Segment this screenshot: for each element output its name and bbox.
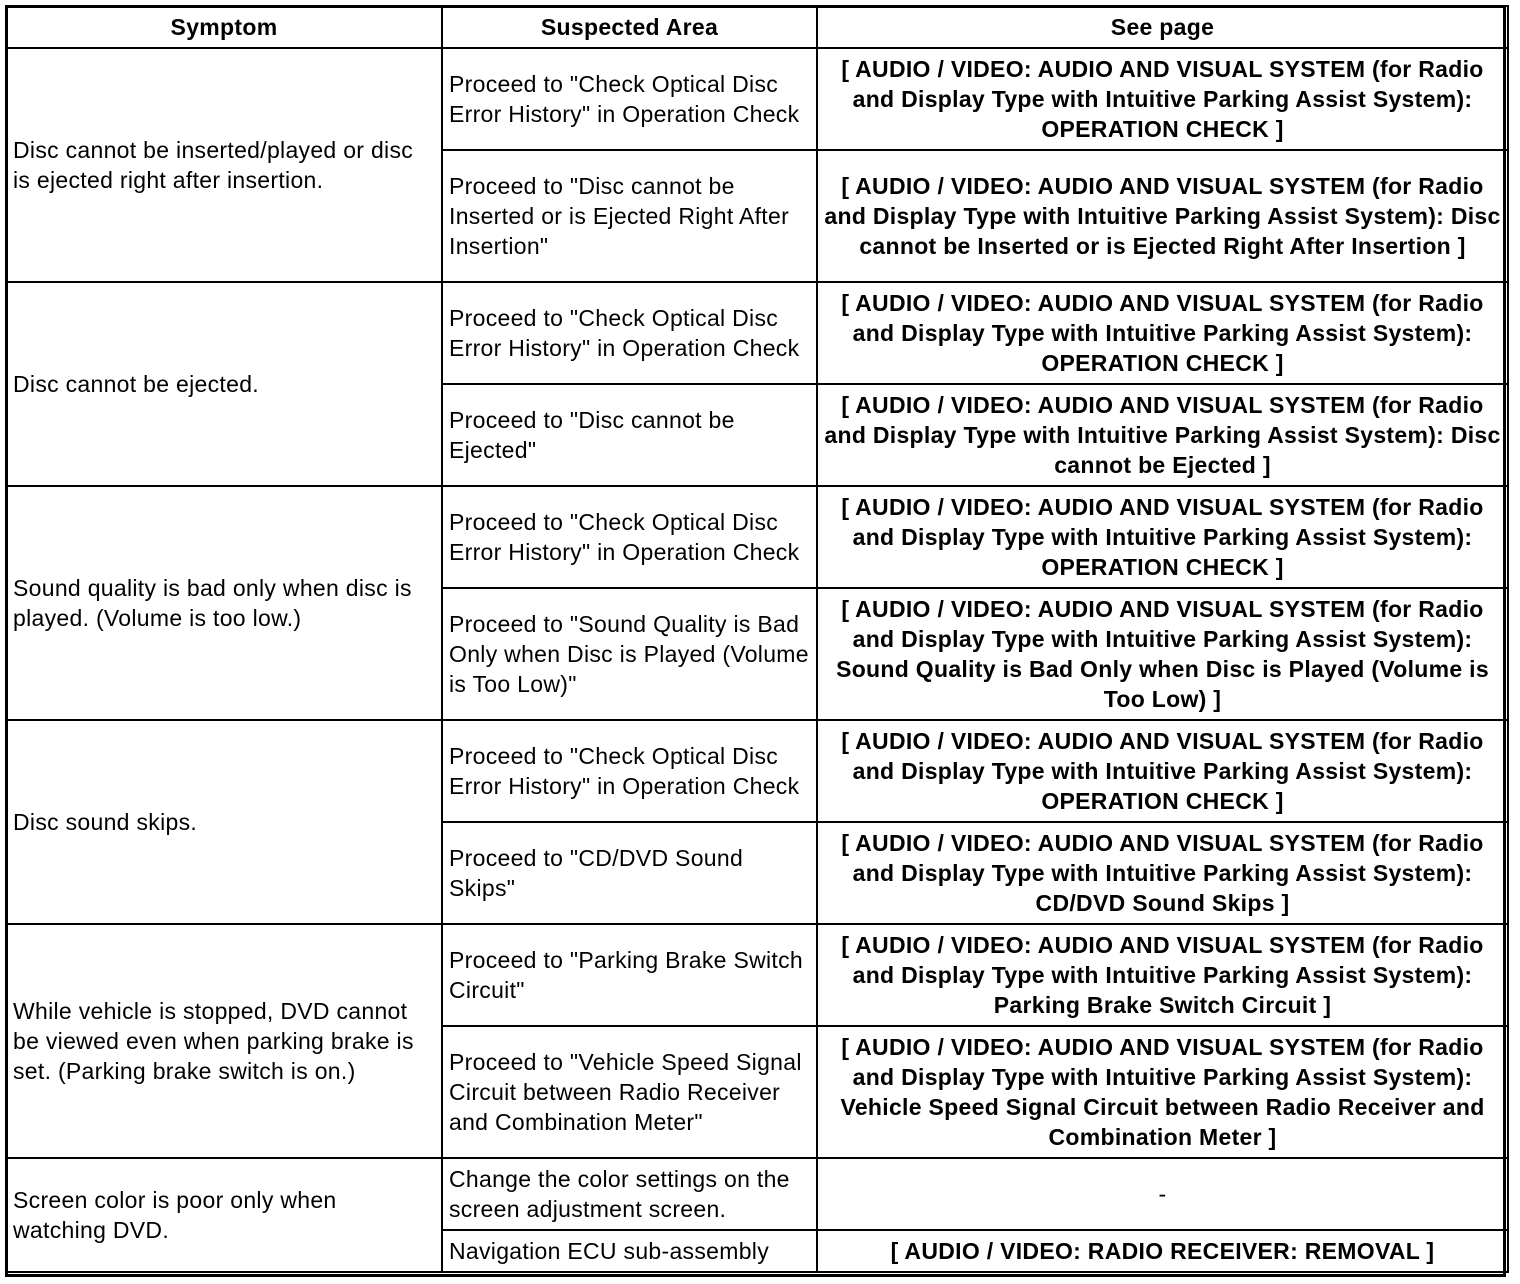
table-row (6, 1158, 1508, 1230)
table-row (6, 486, 1508, 588)
see-page-cell: [ AUDIO / VIDEO: AUDIO AND VISUAL SYSTEM (for Radio and Display Type with Intuitive Parking Assist System): Disc cannot be Inserted or is Ejected Right After Insertion ] (817, 150, 1508, 282)
suspected-area-cell: Proceed to "Check Optical Disc Error History" in Operation Check (442, 720, 817, 822)
see-page-cell: [ AUDIO / VIDEO: AUDIO AND VISUAL SYSTEM (for Radio and Display Type with Intuitive Parking Assist System): OPERATION CHECK ] (817, 282, 1508, 384)
suspected-area-cell: Proceed to "Vehicle Speed Signal Circuit between Radio Receiver and Combination Meter" (442, 1026, 817, 1158)
header-symptom: Symptom (6, 6, 442, 48)
see-page-cell: [ AUDIO / VIDEO: AUDIO AND VISUAL SYSTEM (for Radio and Display Type with Intuitive Parking Assist System): Parking Brake Switch Circuit ] (817, 924, 1508, 1026)
see-page-cell: [ AUDIO / VIDEO: AUDIO AND VISUAL SYSTEM (for Radio and Display Type with Intuitive Parking Assist System): Sound Quality is Bad Only when Disc is Played (Volume is Too Low) ] (817, 588, 1508, 720)
symptom-cell: While vehicle is stopped, DVD cannot be viewed even when parking brake is set. (Parking brake switch is on.) (6, 924, 442, 1158)
suspected-area-cell: Proceed to "Sound Quality is Bad Only when Disc is Played (Volume is Too Low)" (442, 588, 817, 720)
table-row (6, 48, 1508, 150)
suspected-area-cell: Proceed to "CD/DVD Sound Skips" (442, 822, 817, 924)
suspected-area-cell: Proceed to "Check Optical Disc Error History" in Operation Check (442, 48, 817, 150)
see-page-cell: [ AUDIO / VIDEO: AUDIO AND VISUAL SYSTEM (for Radio and Display Type with Intuitive Parking Assist System): CD/DVD Sound Skips ] (817, 822, 1508, 924)
see-page-cell: [ AUDIO / VIDEO: AUDIO AND VISUAL SYSTEM (for Radio and Display Type with Intuitive Parking Assist System): OPERATION CHECK ] (817, 720, 1508, 822)
see-page-cell: [ AUDIO / VIDEO: AUDIO AND VISUAL SYSTEM (for Radio and Display Type with Intuitive Parking Assist System): OPERATION CHECK ] (817, 48, 1508, 150)
suspected-area-cell: Change the color settings on the screen adjustment screen. (442, 1158, 817, 1230)
see-page-cell: [ AUDIO / VIDEO: AUDIO AND VISUAL SYSTEM (for Radio and Display Type with Intuitive Parking Assist System): Disc cannot be Ejected ] (817, 384, 1508, 486)
symptom-cell: Disc cannot be ejected. (6, 282, 442, 486)
suspected-area-cell: Proceed to "Disc cannot be Inserted or is Ejected Right After Insertion" (442, 150, 817, 282)
see-page-cell: [ AUDIO / VIDEO: AUDIO AND VISUAL SYSTEM (for Radio and Display Type with Intuitive Parking Assist System): Vehicle Speed Signal Circuit between Radio Receiver and Combination Meter ] (817, 1026, 1508, 1158)
table-row (6, 720, 1508, 822)
header-see-page: See page (817, 6, 1508, 48)
suspected-area-cell: Proceed to "Check Optical Disc Error History" in Operation Check (442, 282, 817, 384)
see-page-cell: [ AUDIO / VIDEO: RADIO RECEIVER: REMOVAL ] (817, 1230, 1508, 1272)
suspected-area-cell: Navigation ECU sub-assembly (442, 1230, 817, 1272)
header-suspected-area: Suspected Area (442, 6, 817, 48)
symptom-cell: Sound quality is bad only when disc is played. (Volume is too low.) (6, 486, 442, 720)
see-page-cell: - (817, 1158, 1508, 1230)
symptom-cell: Disc sound skips. (6, 720, 442, 924)
suspected-area-cell: Proceed to "Disc cannot be Ejected" (442, 384, 817, 486)
symptom-cell: Screen color is poor only when watching DVD. (6, 1158, 442, 1272)
suspected-area-cell: Proceed to "Parking Brake Switch Circuit" (442, 924, 817, 1026)
header-row (6, 6, 1508, 48)
suspected-area-cell: Proceed to "Check Optical Disc Error History" in Operation Check (442, 486, 817, 588)
see-page-cell: [ AUDIO / VIDEO: AUDIO AND VISUAL SYSTEM (for Radio and Display Type with Intuitive Parking Assist System): OPERATION CHECK ] (817, 486, 1508, 588)
table-row (6, 282, 1508, 384)
table-row (6, 924, 1508, 1026)
troubleshooting-table (5, 5, 1509, 1273)
symptom-cell: Disc cannot be inserted/played or disc is ejected right after insertion. (6, 48, 442, 282)
